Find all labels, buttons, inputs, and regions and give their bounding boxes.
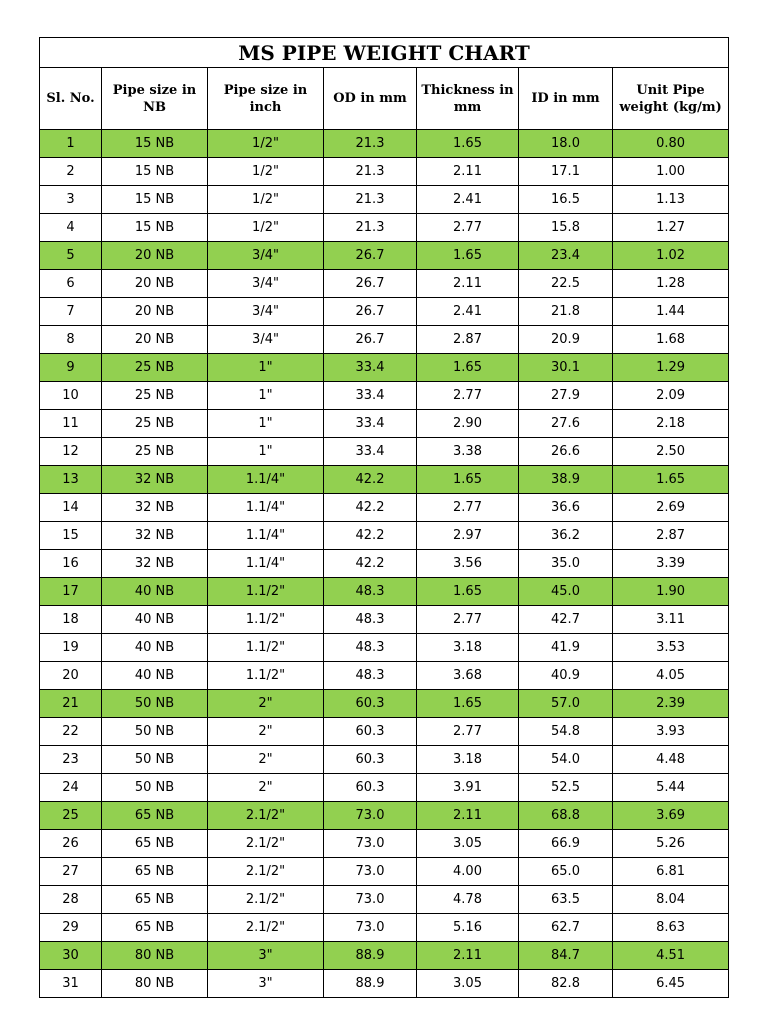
cell-od-mm: 73.0 (324, 914, 417, 942)
cell-pipe-size-nb: 32 NB (102, 466, 208, 494)
cell-sl-no: 30 (40, 942, 102, 970)
cell-od-mm: 73.0 (324, 858, 417, 886)
table-row (40, 494, 729, 522)
cell-sl-no: 11 (40, 410, 102, 438)
header-row (40, 68, 729, 130)
cell-thickness-mm: 3.05 (417, 830, 519, 858)
table-row (40, 886, 729, 914)
cell-pipe-size-nb: 65 NB (102, 914, 208, 942)
header-thickness-mm: Thickness in mm (417, 68, 519, 130)
cell-unit-weight: 2.09 (613, 382, 729, 410)
table-row (40, 550, 729, 578)
cell-pipe-size-inch: 2" (208, 690, 324, 718)
cell-unit-weight: 1.28 (613, 270, 729, 298)
cell-thickness-mm: 3.56 (417, 550, 519, 578)
cell-thickness-mm: 2.77 (417, 382, 519, 410)
cell-sl-no: 26 (40, 830, 102, 858)
header-pipe-size-inch: Pipe size in inch (208, 68, 324, 130)
table-row (40, 382, 729, 410)
cell-od-mm: 26.7 (324, 326, 417, 354)
cell-thickness-mm: 2.41 (417, 186, 519, 214)
cell-pipe-size-inch: 1/2" (208, 130, 324, 158)
cell-unit-weight: 3.93 (613, 718, 729, 746)
cell-thickness-mm: 2.41 (417, 298, 519, 326)
cell-thickness-mm: 1.65 (417, 690, 519, 718)
cell-pipe-size-nb: 80 NB (102, 970, 208, 998)
cell-od-mm: 21.3 (324, 214, 417, 242)
table-row (40, 410, 729, 438)
title-row (40, 38, 729, 68)
cell-id-mm: 27.6 (519, 410, 613, 438)
cell-thickness-mm: 1.65 (417, 466, 519, 494)
cell-pipe-size-inch: 1/2" (208, 186, 324, 214)
header-unit-weight: Unit Pipe weight (kg/m) (613, 68, 729, 130)
table-row (40, 634, 729, 662)
cell-od-mm: 60.3 (324, 774, 417, 802)
cell-id-mm: 54.8 (519, 718, 613, 746)
cell-sl-no: 10 (40, 382, 102, 410)
cell-sl-no: 15 (40, 522, 102, 550)
cell-sl-no: 17 (40, 578, 102, 606)
cell-thickness-mm: 4.78 (417, 886, 519, 914)
cell-od-mm: 60.3 (324, 746, 417, 774)
cell-pipe-size-inch: 1" (208, 354, 324, 382)
cell-unit-weight: 1.44 (613, 298, 729, 326)
table-row (40, 970, 729, 998)
cell-sl-no: 31 (40, 970, 102, 998)
cell-thickness-mm: 5.16 (417, 914, 519, 942)
cell-unit-weight: 3.11 (613, 606, 729, 634)
cell-od-mm: 73.0 (324, 886, 417, 914)
cell-id-mm: 15.8 (519, 214, 613, 242)
cell-sl-no: 23 (40, 746, 102, 774)
cell-pipe-size-nb: 65 NB (102, 830, 208, 858)
cell-unit-weight: 2.50 (613, 438, 729, 466)
cell-od-mm: 26.7 (324, 270, 417, 298)
cell-id-mm: 65.0 (519, 858, 613, 886)
cell-od-mm: 33.4 (324, 410, 417, 438)
cell-od-mm: 21.3 (324, 186, 417, 214)
cell-unit-weight: 3.39 (613, 550, 729, 578)
cell-id-mm: 40.9 (519, 662, 613, 690)
cell-pipe-size-nb: 15 NB (102, 158, 208, 186)
cell-sl-no: 4 (40, 214, 102, 242)
cell-od-mm: 33.4 (324, 382, 417, 410)
cell-id-mm: 17.1 (519, 158, 613, 186)
cell-unit-weight: 2.87 (613, 522, 729, 550)
table-row (40, 242, 729, 270)
cell-id-mm: 68.8 (519, 802, 613, 830)
cell-id-mm: 26.6 (519, 438, 613, 466)
cell-od-mm: 42.2 (324, 522, 417, 550)
cell-sl-no: 21 (40, 690, 102, 718)
cell-sl-no: 14 (40, 494, 102, 522)
cell-id-mm: 21.8 (519, 298, 613, 326)
cell-thickness-mm: 3.68 (417, 662, 519, 690)
cell-pipe-size-nb: 80 NB (102, 942, 208, 970)
cell-pipe-size-inch: 3/4" (208, 270, 324, 298)
cell-sl-no: 5 (40, 242, 102, 270)
cell-pipe-size-nb: 65 NB (102, 802, 208, 830)
cell-sl-no: 1 (40, 130, 102, 158)
cell-pipe-size-nb: 40 NB (102, 578, 208, 606)
cell-sl-no: 2 (40, 158, 102, 186)
cell-id-mm: 23.4 (519, 242, 613, 270)
cell-thickness-mm: 2.87 (417, 326, 519, 354)
cell-unit-weight: 3.69 (613, 802, 729, 830)
cell-unit-weight: 5.26 (613, 830, 729, 858)
cell-sl-no: 8 (40, 326, 102, 354)
cell-thickness-mm: 2.77 (417, 718, 519, 746)
cell-od-mm: 33.4 (324, 354, 417, 382)
cell-pipe-size-nb: 15 NB (102, 130, 208, 158)
cell-thickness-mm: 3.05 (417, 970, 519, 998)
cell-od-mm: 42.2 (324, 466, 417, 494)
cell-sl-no: 28 (40, 886, 102, 914)
cell-id-mm: 38.9 (519, 466, 613, 494)
cell-id-mm: 66.9 (519, 830, 613, 858)
cell-od-mm: 26.7 (324, 242, 417, 270)
table-row (40, 746, 729, 774)
cell-id-mm: 20.9 (519, 326, 613, 354)
table-row (40, 774, 729, 802)
table-row (40, 270, 729, 298)
cell-od-mm: 60.3 (324, 718, 417, 746)
header-id-mm: ID in mm (519, 68, 613, 130)
cell-thickness-mm: 4.00 (417, 858, 519, 886)
cell-sl-no: 29 (40, 914, 102, 942)
cell-od-mm: 42.2 (324, 494, 417, 522)
table-row (40, 326, 729, 354)
header-sl-no: Sl. No. (40, 68, 102, 130)
cell-pipe-size-nb: 50 NB (102, 718, 208, 746)
cell-id-mm: 57.0 (519, 690, 613, 718)
cell-pipe-size-inch: 1.1/4" (208, 522, 324, 550)
cell-pipe-size-nb: 50 NB (102, 690, 208, 718)
cell-unit-weight: 1.00 (613, 158, 729, 186)
cell-thickness-mm: 2.77 (417, 494, 519, 522)
cell-thickness-mm: 2.11 (417, 802, 519, 830)
cell-pipe-size-nb: 32 NB (102, 494, 208, 522)
cell-thickness-mm: 3.38 (417, 438, 519, 466)
table-row (40, 802, 729, 830)
cell-pipe-size-inch: 2.1/2" (208, 830, 324, 858)
cell-thickness-mm: 2.97 (417, 522, 519, 550)
cell-unit-weight: 8.04 (613, 886, 729, 914)
cell-unit-weight: 1.02 (613, 242, 729, 270)
cell-pipe-size-nb: 25 NB (102, 354, 208, 382)
cell-unit-weight: 1.65 (613, 466, 729, 494)
cell-pipe-size-inch: 1.1/4" (208, 466, 324, 494)
cell-pipe-size-inch: 3/4" (208, 298, 324, 326)
cell-unit-weight: 0.80 (613, 130, 729, 158)
cell-id-mm: 84.7 (519, 942, 613, 970)
cell-pipe-size-inch: 1.1/2" (208, 578, 324, 606)
cell-unit-weight: 8.63 (613, 914, 729, 942)
page-title: MS PIPE WEIGHT CHART (40, 38, 729, 68)
cell-thickness-mm: 3.91 (417, 774, 519, 802)
table-row (40, 942, 729, 970)
cell-sl-no: 13 (40, 466, 102, 494)
table-row (40, 130, 729, 158)
cell-pipe-size-nb: 65 NB (102, 858, 208, 886)
table-row (40, 914, 729, 942)
table-row (40, 718, 729, 746)
cell-pipe-size-inch: 1.1/4" (208, 494, 324, 522)
cell-od-mm: 42.2 (324, 550, 417, 578)
cell-id-mm: 22.5 (519, 270, 613, 298)
cell-unit-weight: 1.27 (613, 214, 729, 242)
cell-thickness-mm: 3.18 (417, 746, 519, 774)
cell-id-mm: 62.7 (519, 914, 613, 942)
cell-sl-no: 16 (40, 550, 102, 578)
cell-od-mm: 21.3 (324, 130, 417, 158)
table-row (40, 578, 729, 606)
cell-pipe-size-inch: 1/2" (208, 214, 324, 242)
cell-id-mm: 45.0 (519, 578, 613, 606)
cell-id-mm: 36.2 (519, 522, 613, 550)
cell-sl-no: 3 (40, 186, 102, 214)
cell-sl-no: 19 (40, 634, 102, 662)
cell-thickness-mm: 3.18 (417, 634, 519, 662)
cell-unit-weight: 5.44 (613, 774, 729, 802)
cell-pipe-size-inch: 1" (208, 382, 324, 410)
cell-pipe-size-nb: 20 NB (102, 242, 208, 270)
cell-pipe-size-nb: 32 NB (102, 550, 208, 578)
cell-thickness-mm: 2.77 (417, 214, 519, 242)
cell-pipe-size-inch: 2" (208, 718, 324, 746)
cell-sl-no: 7 (40, 298, 102, 326)
cell-pipe-size-nb: 50 NB (102, 746, 208, 774)
cell-od-mm: 48.3 (324, 578, 417, 606)
cell-pipe-size-inch: 2.1/2" (208, 802, 324, 830)
cell-unit-weight: 2.39 (613, 690, 729, 718)
cell-thickness-mm: 1.65 (417, 578, 519, 606)
cell-unit-weight: 4.51 (613, 942, 729, 970)
cell-pipe-size-inch: 3" (208, 970, 324, 998)
header-od-mm: OD in mm (324, 68, 417, 130)
cell-id-mm: 52.5 (519, 774, 613, 802)
cell-unit-weight: 3.53 (613, 634, 729, 662)
table-row (40, 354, 729, 382)
cell-pipe-size-inch: 1.1/2" (208, 606, 324, 634)
cell-pipe-size-nb: 25 NB (102, 410, 208, 438)
cell-id-mm: 35.0 (519, 550, 613, 578)
table-row (40, 466, 729, 494)
cell-od-mm: 73.0 (324, 830, 417, 858)
cell-pipe-size-nb: 20 NB (102, 298, 208, 326)
cell-sl-no: 9 (40, 354, 102, 382)
cell-od-mm: 26.7 (324, 298, 417, 326)
cell-id-mm: 16.5 (519, 186, 613, 214)
cell-sl-no: 22 (40, 718, 102, 746)
cell-od-mm: 33.4 (324, 438, 417, 466)
cell-od-mm: 48.3 (324, 634, 417, 662)
cell-id-mm: 42.7 (519, 606, 613, 634)
cell-pipe-size-nb: 65 NB (102, 886, 208, 914)
cell-id-mm: 63.5 (519, 886, 613, 914)
cell-id-mm: 54.0 (519, 746, 613, 774)
cell-unit-weight: 1.13 (613, 186, 729, 214)
cell-pipe-size-inch: 2" (208, 746, 324, 774)
cell-od-mm: 60.3 (324, 690, 417, 718)
cell-thickness-mm: 2.90 (417, 410, 519, 438)
cell-sl-no: 27 (40, 858, 102, 886)
table-row (40, 158, 729, 186)
cell-pipe-size-inch: 2.1/2" (208, 914, 324, 942)
cell-id-mm: 30.1 (519, 354, 613, 382)
cell-id-mm: 36.6 (519, 494, 613, 522)
cell-od-mm: 88.9 (324, 970, 417, 998)
cell-thickness-mm: 1.65 (417, 130, 519, 158)
cell-pipe-size-nb: 40 NB (102, 662, 208, 690)
cell-pipe-size-nb: 20 NB (102, 270, 208, 298)
table-row (40, 606, 729, 634)
pipe-weight-table (39, 37, 729, 998)
cell-pipe-size-nb: 40 NB (102, 606, 208, 634)
table-row (40, 438, 729, 466)
cell-thickness-mm: 2.11 (417, 942, 519, 970)
cell-od-mm: 88.9 (324, 942, 417, 970)
cell-sl-no: 18 (40, 606, 102, 634)
table-row (40, 298, 729, 326)
cell-unit-weight: 2.18 (613, 410, 729, 438)
cell-pipe-size-nb: 25 NB (102, 438, 208, 466)
cell-thickness-mm: 2.11 (417, 270, 519, 298)
cell-id-mm: 41.9 (519, 634, 613, 662)
cell-thickness-mm: 1.65 (417, 354, 519, 382)
cell-thickness-mm: 1.65 (417, 242, 519, 270)
cell-pipe-size-nb: 50 NB (102, 774, 208, 802)
cell-pipe-size-inch: 2" (208, 774, 324, 802)
cell-pipe-size-inch: 2.1/2" (208, 858, 324, 886)
cell-pipe-size-nb: 15 NB (102, 214, 208, 242)
cell-id-mm: 27.9 (519, 382, 613, 410)
table-row (40, 690, 729, 718)
cell-unit-weight: 2.69 (613, 494, 729, 522)
cell-thickness-mm: 2.77 (417, 606, 519, 634)
cell-pipe-size-inch: 1.1/2" (208, 634, 324, 662)
cell-sl-no: 24 (40, 774, 102, 802)
cell-pipe-size-inch: 1" (208, 438, 324, 466)
cell-pipe-size-nb: 20 NB (102, 326, 208, 354)
cell-unit-weight: 4.48 (613, 746, 729, 774)
cell-pipe-size-inch: 3/4" (208, 242, 324, 270)
cell-sl-no: 20 (40, 662, 102, 690)
header-pipe-size-nb: Pipe size in NB (102, 68, 208, 130)
table-row (40, 858, 729, 886)
cell-unit-weight: 6.45 (613, 970, 729, 998)
cell-pipe-size-inch: 1/2" (208, 158, 324, 186)
cell-sl-no: 12 (40, 438, 102, 466)
table-row (40, 522, 729, 550)
cell-pipe-size-nb: 15 NB (102, 186, 208, 214)
cell-pipe-size-nb: 40 NB (102, 634, 208, 662)
cell-id-mm: 82.8 (519, 970, 613, 998)
table-row (40, 186, 729, 214)
cell-od-mm: 73.0 (324, 802, 417, 830)
table-row (40, 662, 729, 690)
table-row (40, 214, 729, 242)
cell-pipe-size-inch: 2.1/2" (208, 886, 324, 914)
table-row (40, 830, 729, 858)
cell-unit-weight: 1.68 (613, 326, 729, 354)
cell-pipe-size-nb: 25 NB (102, 382, 208, 410)
cell-od-mm: 48.3 (324, 606, 417, 634)
cell-pipe-size-inch: 1.1/2" (208, 662, 324, 690)
cell-unit-weight: 1.29 (613, 354, 729, 382)
cell-sl-no: 25 (40, 802, 102, 830)
cell-pipe-size-nb: 32 NB (102, 522, 208, 550)
cell-pipe-size-inch: 3/4" (208, 326, 324, 354)
cell-unit-weight: 6.81 (613, 858, 729, 886)
cell-od-mm: 21.3 (324, 158, 417, 186)
cell-thickness-mm: 2.11 (417, 158, 519, 186)
cell-pipe-size-inch: 3" (208, 942, 324, 970)
cell-od-mm: 48.3 (324, 662, 417, 690)
cell-unit-weight: 1.90 (613, 578, 729, 606)
table-body (40, 130, 729, 998)
cell-pipe-size-inch: 1.1/4" (208, 550, 324, 578)
cell-sl-no: 6 (40, 270, 102, 298)
cell-id-mm: 18.0 (519, 130, 613, 158)
cell-pipe-size-inch: 1" (208, 410, 324, 438)
cell-unit-weight: 4.05 (613, 662, 729, 690)
